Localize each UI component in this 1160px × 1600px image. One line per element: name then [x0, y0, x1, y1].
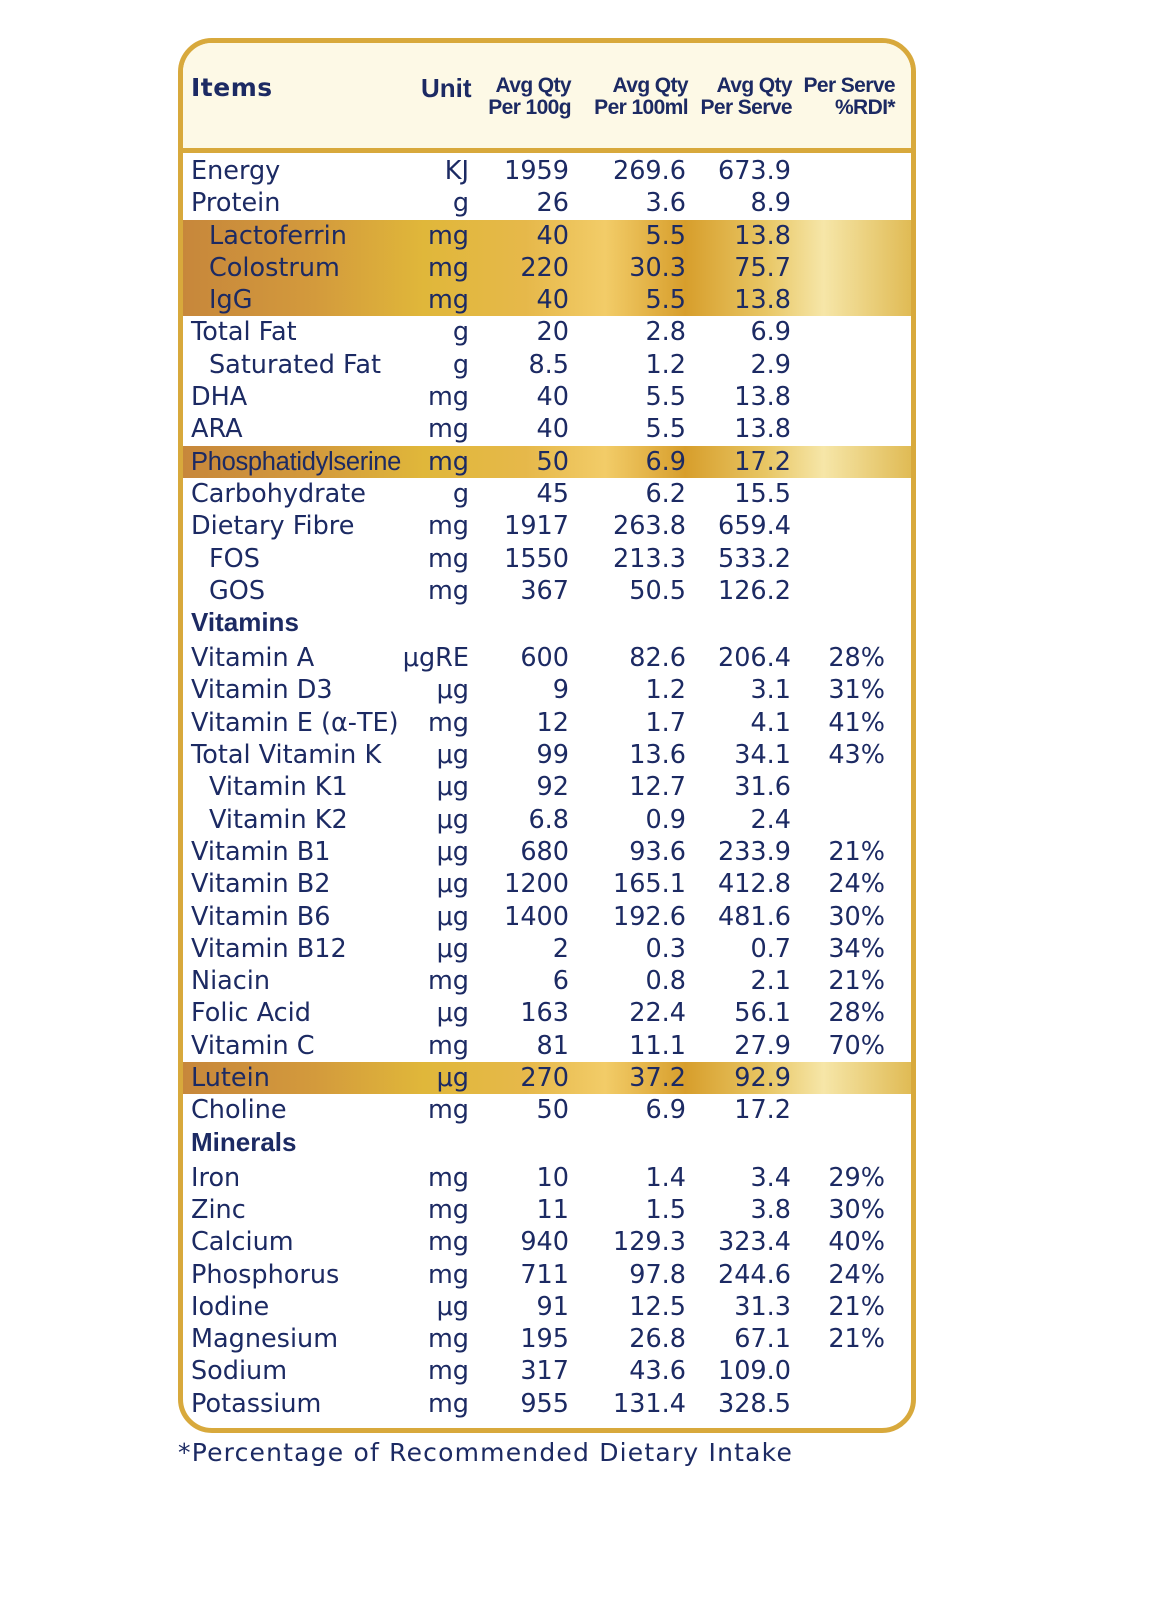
- nutrient-unit: μg: [436, 772, 469, 803]
- table-row-highlighted: [183, 446, 911, 478]
- nutrient-name: Folic Acid: [191, 998, 311, 1029]
- value-per-100ml: 12.7: [629, 772, 686, 803]
- nutrient-name: Energy: [191, 156, 281, 186]
- nutrient-unit: mg: [427, 1162, 469, 1193]
- nutrient-name: Vitamin B12: [191, 933, 347, 964]
- value-rdi: 28%: [828, 643, 885, 674]
- nutrient-name: Potassium: [191, 1388, 322, 1419]
- nutrient-name: Phosphatidylserine: [191, 447, 402, 476]
- header-per-100g: Avg Qty Per 100g: [488, 74, 571, 119]
- value-rdi: 30%: [828, 1194, 885, 1225]
- section-heading: [183, 607, 911, 642]
- value-per-100ml: 5.5: [645, 382, 686, 413]
- nutrient-unit: mg: [427, 1095, 469, 1126]
- value-per-100g: 99: [536, 740, 569, 771]
- value-rdi: 70%: [828, 1030, 885, 1061]
- header-per-serve: Avg Qty Per Serve: [700, 74, 792, 119]
- nutrient-name: Vitamin D3: [191, 675, 333, 706]
- nutrient-unit: mg: [427, 1194, 469, 1225]
- nutrient-name: Vitamin E (α-TE): [191, 707, 399, 738]
- table-row: [183, 316, 911, 348]
- nutrient-unit: mg: [427, 285, 469, 316]
- nutrition-table: [178, 38, 916, 1433]
- value-per-100g: 367: [520, 575, 569, 606]
- nutrient-name: FOS: [209, 543, 260, 574]
- nutrient-name: Protein: [191, 188, 281, 219]
- value-per-100ml: 26.8: [629, 1324, 686, 1355]
- value-rdi: 29%: [828, 1162, 885, 1193]
- value-per-100ml: 6.2: [645, 478, 686, 509]
- value-per-serve: 328.5: [717, 1388, 791, 1419]
- value-per-100ml: 5.5: [645, 285, 686, 316]
- value-per-100ml: 37.2: [629, 1063, 686, 1094]
- table-row: [183, 1030, 911, 1062]
- value-per-100g: 6.8: [528, 804, 569, 835]
- value-per-100g: 270: [520, 1063, 569, 1094]
- value-per-serve: 17.2: [734, 446, 791, 477]
- value-per-100ml: 2.8: [645, 317, 686, 348]
- value-per-serve: 2.1: [750, 966, 791, 997]
- nutrient-unit: mg: [427, 252, 469, 283]
- nutrient-unit: μg: [436, 1063, 469, 1094]
- value-per-100g: 163: [520, 998, 569, 1029]
- nutrient-unit: mg: [427, 220, 469, 251]
- value-per-serve: 0.7: [750, 933, 791, 964]
- value-rdi: 24%: [828, 869, 885, 900]
- table-row: [183, 901, 911, 933]
- table-row: [183, 707, 911, 739]
- nutrient-name: Vitamin B6: [191, 901, 331, 932]
- value-per-100g: 680: [520, 836, 569, 867]
- nutrient-unit: mg: [427, 446, 469, 477]
- nutrient-unit: mg: [427, 1259, 469, 1290]
- nutrient-name: Saturated Fat: [209, 349, 382, 380]
- nutrient-name: DHA: [191, 382, 248, 413]
- value-per-100g: 11: [536, 1194, 569, 1225]
- nutrient-unit: mg: [427, 511, 469, 542]
- nutrient-name: Total Fat: [191, 317, 297, 348]
- value-per-serve: 6.9: [750, 317, 791, 348]
- nutrient-name: Sodium: [191, 1356, 288, 1387]
- value-per-100ml: 1.5: [645, 1194, 686, 1225]
- table-row: [183, 997, 911, 1029]
- value-per-serve: 3.4: [750, 1162, 791, 1193]
- nutrient-unit: mg: [427, 1388, 469, 1419]
- value-per-100ml: 165.1: [612, 869, 686, 900]
- nutrient-unit: mg: [427, 1227, 469, 1258]
- value-per-serve: 34.1: [734, 740, 791, 771]
- value-rdi: 43%: [828, 740, 885, 771]
- header-per-100ml: Avg Qty Per 100ml: [594, 74, 688, 119]
- nutrient-unit: μg: [436, 740, 469, 771]
- value-per-100g: 600: [520, 643, 569, 674]
- value-per-100ml: 82.6: [629, 643, 686, 674]
- value-rdi: 28%: [828, 998, 885, 1029]
- nutrient-unit: mg: [427, 1356, 469, 1387]
- value-rdi: 24%: [828, 1259, 885, 1290]
- value-per-100ml: 0.8: [645, 966, 686, 997]
- nutrient-name: Calcium: [191, 1227, 294, 1258]
- value-per-100ml: 0.3: [645, 933, 686, 964]
- value-per-serve: 17.2: [734, 1095, 791, 1126]
- table-row: [183, 965, 911, 997]
- nutrient-unit: μg: [436, 804, 469, 835]
- value-per-serve: 8.9: [750, 188, 791, 219]
- table-row: [183, 1388, 911, 1420]
- value-rdi: 41%: [828, 707, 885, 738]
- nutrient-name: Iodine: [191, 1291, 270, 1322]
- section-title: Minerals: [191, 1126, 297, 1157]
- table-row: [183, 1194, 911, 1226]
- nutrient-name: Vitamin C: [191, 1030, 315, 1061]
- table-row: [183, 868, 911, 900]
- value-per-serve: 13.8: [734, 414, 791, 445]
- value-per-serve: 3.8: [750, 1194, 791, 1225]
- table-body: [183, 155, 911, 1420]
- value-per-100g: 10: [536, 1162, 569, 1193]
- table-row: [183, 413, 911, 445]
- value-per-serve: 31.6: [734, 772, 791, 803]
- nutrient-name: Carbohydrate: [191, 478, 366, 509]
- value-rdi: 21%: [828, 966, 885, 997]
- value-per-100ml: 0.9: [645, 804, 686, 835]
- nutrient-name: Vitamin K2: [209, 804, 348, 835]
- value-per-100ml: 1.2: [645, 349, 686, 380]
- value-per-serve: 233.9: [717, 836, 791, 867]
- nutrient-unit: μg: [436, 675, 469, 706]
- value-per-100g: 317: [520, 1356, 569, 1387]
- value-per-100g: 1959: [504, 156, 569, 186]
- nutrient-name: Magnesium: [191, 1324, 339, 1355]
- header-items: Items: [191, 73, 273, 102]
- value-per-100g: 20: [536, 317, 569, 348]
- value-per-100g: 12: [536, 707, 569, 738]
- value-per-serve: 31.3: [734, 1291, 791, 1322]
- nutrient-name: Choline: [191, 1095, 287, 1126]
- nutrient-unit: g: [452, 349, 469, 380]
- table-row: [183, 543, 911, 575]
- value-per-100ml: 5.5: [645, 220, 686, 251]
- table-row: [183, 381, 911, 413]
- value-per-serve: 412.8: [717, 869, 791, 900]
- value-per-100ml: 131.4: [612, 1388, 686, 1419]
- nutrient-name: Vitamin K1: [209, 772, 348, 803]
- value-per-100ml: 1.4: [645, 1162, 686, 1193]
- value-per-100ml: 1.7: [645, 707, 686, 738]
- value-per-100g: 195: [520, 1324, 569, 1355]
- value-per-serve: 27.9: [734, 1030, 791, 1061]
- value-per-100ml: 129.3: [612, 1227, 686, 1258]
- value-per-serve: 2.4: [750, 804, 791, 835]
- value-per-serve: 67.1: [734, 1324, 791, 1355]
- value-per-serve: 2.9: [750, 349, 791, 380]
- value-per-100g: 220: [520, 252, 569, 283]
- nutrient-unit: μg: [436, 998, 469, 1029]
- table-row: [183, 771, 911, 803]
- value-per-100ml: 5.5: [645, 414, 686, 445]
- nutrient-unit: μgRE: [402, 643, 469, 674]
- value-per-serve: 659.4: [717, 511, 791, 542]
- value-per-serve: 533.2: [717, 543, 791, 574]
- value-per-100ml: 30.3: [629, 252, 686, 283]
- value-rdi: 21%: [828, 1291, 885, 1322]
- value-per-100g: 40: [536, 220, 569, 251]
- nutrient-unit: μg: [436, 901, 469, 932]
- table-row-highlighted: [183, 252, 911, 284]
- header-unit: Unit: [421, 73, 472, 103]
- nutrient-unit: mg: [427, 707, 469, 738]
- table-header: [183, 43, 911, 153]
- value-per-100g: 40: [536, 285, 569, 316]
- value-per-serve: 244.6: [717, 1259, 791, 1290]
- value-per-100g: 940: [520, 1227, 569, 1258]
- value-per-100ml: 3.6: [645, 188, 686, 219]
- value-rdi: 21%: [828, 836, 885, 867]
- value-per-100g: 50: [536, 446, 569, 477]
- nutrient-name: Colostrum: [209, 252, 340, 283]
- value-rdi: 31%: [828, 675, 885, 706]
- value-per-serve: 4.1: [750, 707, 791, 738]
- value-per-100ml: 93.6: [629, 836, 686, 867]
- value-per-serve: 13.8: [734, 285, 791, 316]
- section-title: Vitamins: [191, 607, 299, 638]
- nutrient-name: Vitamin B2: [191, 869, 331, 900]
- nutrient-name: Dietary Fibre: [191, 511, 355, 542]
- nutrient-unit: mg: [427, 382, 469, 413]
- value-per-serve: 3.1: [750, 675, 791, 706]
- table-row: [183, 1323, 911, 1355]
- value-per-100ml: 22.4: [629, 998, 686, 1029]
- value-per-100ml: 43.6: [629, 1356, 686, 1387]
- table-row: [183, 1259, 911, 1291]
- table-row: [183, 642, 911, 674]
- table-row-highlighted: [183, 1062, 911, 1094]
- value-per-serve: 481.6: [717, 901, 791, 932]
- nutrient-unit: μg: [436, 836, 469, 867]
- nutrient-unit: mg: [427, 575, 469, 606]
- value-per-100g: 711: [520, 1259, 569, 1290]
- table-row: [183, 1355, 911, 1387]
- footnote: *Percentage of Recommended Dietary Intake: [178, 1438, 794, 1467]
- nutrient-name: Zinc: [191, 1194, 246, 1225]
- value-per-100g: 1200: [504, 869, 569, 900]
- value-per-serve: 13.8: [734, 220, 791, 251]
- table-row: [183, 510, 911, 542]
- value-per-100g: 40: [536, 382, 569, 413]
- nutrient-unit: g: [452, 188, 469, 219]
- table-row-highlighted: [183, 284, 911, 316]
- value-rdi: 30%: [828, 901, 885, 932]
- value-per-100ml: 269.6: [612, 156, 686, 186]
- value-per-100ml: 213.3: [612, 543, 686, 574]
- nutrient-unit: μg: [436, 869, 469, 900]
- value-per-100ml: 6.9: [645, 1095, 686, 1126]
- value-per-100g: 26: [536, 188, 569, 219]
- nutrient-name: Vitamin B1: [191, 836, 331, 867]
- table-row: [183, 739, 911, 771]
- value-per-100g: 91: [536, 1291, 569, 1322]
- table-row: [183, 1291, 911, 1323]
- nutrient-unit: mg: [427, 414, 469, 445]
- value-per-serve: 15.5: [734, 478, 791, 509]
- table-row: [183, 836, 911, 868]
- value-per-serve: 673.9: [717, 156, 791, 186]
- table-row: [183, 1162, 911, 1194]
- table-row: [183, 155, 911, 187]
- nutrient-name: IgG: [209, 285, 253, 316]
- nutrient-name: Iron: [191, 1162, 241, 1193]
- nutrient-unit: μg: [436, 933, 469, 964]
- nutrient-name: Vitamin A: [191, 643, 315, 674]
- value-per-100g: 1550: [504, 543, 569, 574]
- table-row: [183, 933, 911, 965]
- nutrient-unit: mg: [427, 966, 469, 997]
- value-per-100g: 2: [552, 933, 569, 964]
- table-row: [183, 1226, 911, 1258]
- value-per-100ml: 6.9: [645, 446, 686, 477]
- table-row: [183, 349, 911, 381]
- nutrient-unit: mg: [427, 1324, 469, 1355]
- value-per-100ml: 97.8: [629, 1259, 686, 1290]
- value-per-serve: 13.8: [734, 382, 791, 413]
- value-per-serve: 56.1: [734, 998, 791, 1029]
- table-row: [183, 804, 911, 836]
- value-rdi: 40%: [828, 1227, 885, 1258]
- nutrient-name: GOS: [209, 575, 266, 606]
- value-per-100ml: 50.5: [629, 575, 686, 606]
- nutrient-unit: μg: [436, 1291, 469, 1322]
- table-row-highlighted: [183, 220, 911, 252]
- value-per-100g: 1400: [504, 901, 569, 932]
- nutrient-name: Niacin: [191, 966, 271, 997]
- value-per-100ml: 13.6: [629, 740, 686, 771]
- nutrient-name: Phosphorus: [191, 1259, 340, 1290]
- table-row: [183, 674, 911, 706]
- table-row: [183, 478, 911, 510]
- value-per-100ml: 1.2: [645, 675, 686, 706]
- value-per-serve: 206.4: [717, 643, 791, 674]
- value-per-100ml: 192.6: [612, 901, 686, 932]
- nutrient-name: ARA: [191, 414, 243, 445]
- nutrient-name: Lactoferrin: [209, 220, 347, 251]
- value-per-100ml: 11.1: [629, 1030, 686, 1061]
- value-per-100ml: 12.5: [629, 1291, 686, 1322]
- value-per-serve: 323.4: [717, 1227, 791, 1258]
- value-per-serve: 126.2: [717, 575, 791, 606]
- nutrient-unit: g: [452, 317, 469, 348]
- table-row: [183, 187, 911, 219]
- nutrient-name: Total Vitamin K: [191, 740, 382, 771]
- value-rdi: 34%: [828, 933, 885, 964]
- section-heading: [183, 1127, 911, 1162]
- value-per-serve: 92.9: [734, 1063, 791, 1094]
- value-per-100g: 6: [552, 966, 569, 997]
- value-per-serve: 75.7: [734, 252, 791, 283]
- header-rdi: Per Serve %RDI*: [803, 74, 895, 119]
- nutrient-unit: g: [452, 478, 469, 509]
- value-per-100g: 1917: [504, 511, 569, 542]
- nutrient-unit: mg: [427, 543, 469, 574]
- value-per-100g: 50: [536, 1095, 569, 1126]
- value-per-100g: 955: [520, 1388, 569, 1419]
- value-per-serve: 109.0: [717, 1356, 791, 1387]
- value-per-100g: 9: [552, 675, 569, 706]
- nutrient-unit: KJ: [444, 156, 469, 186]
- value-per-100g: 40: [536, 414, 569, 445]
- nutrient-name: Lutein: [191, 1063, 270, 1094]
- value-per-100g: 8.5: [528, 349, 569, 380]
- nutrient-unit: mg: [427, 1030, 469, 1061]
- value-per-100ml: 263.8: [612, 511, 686, 542]
- value-per-100g: 92: [536, 772, 569, 803]
- value-per-100g: 81: [536, 1030, 569, 1061]
- value-rdi: 21%: [828, 1324, 885, 1355]
- value-per-100g: 45: [536, 478, 569, 509]
